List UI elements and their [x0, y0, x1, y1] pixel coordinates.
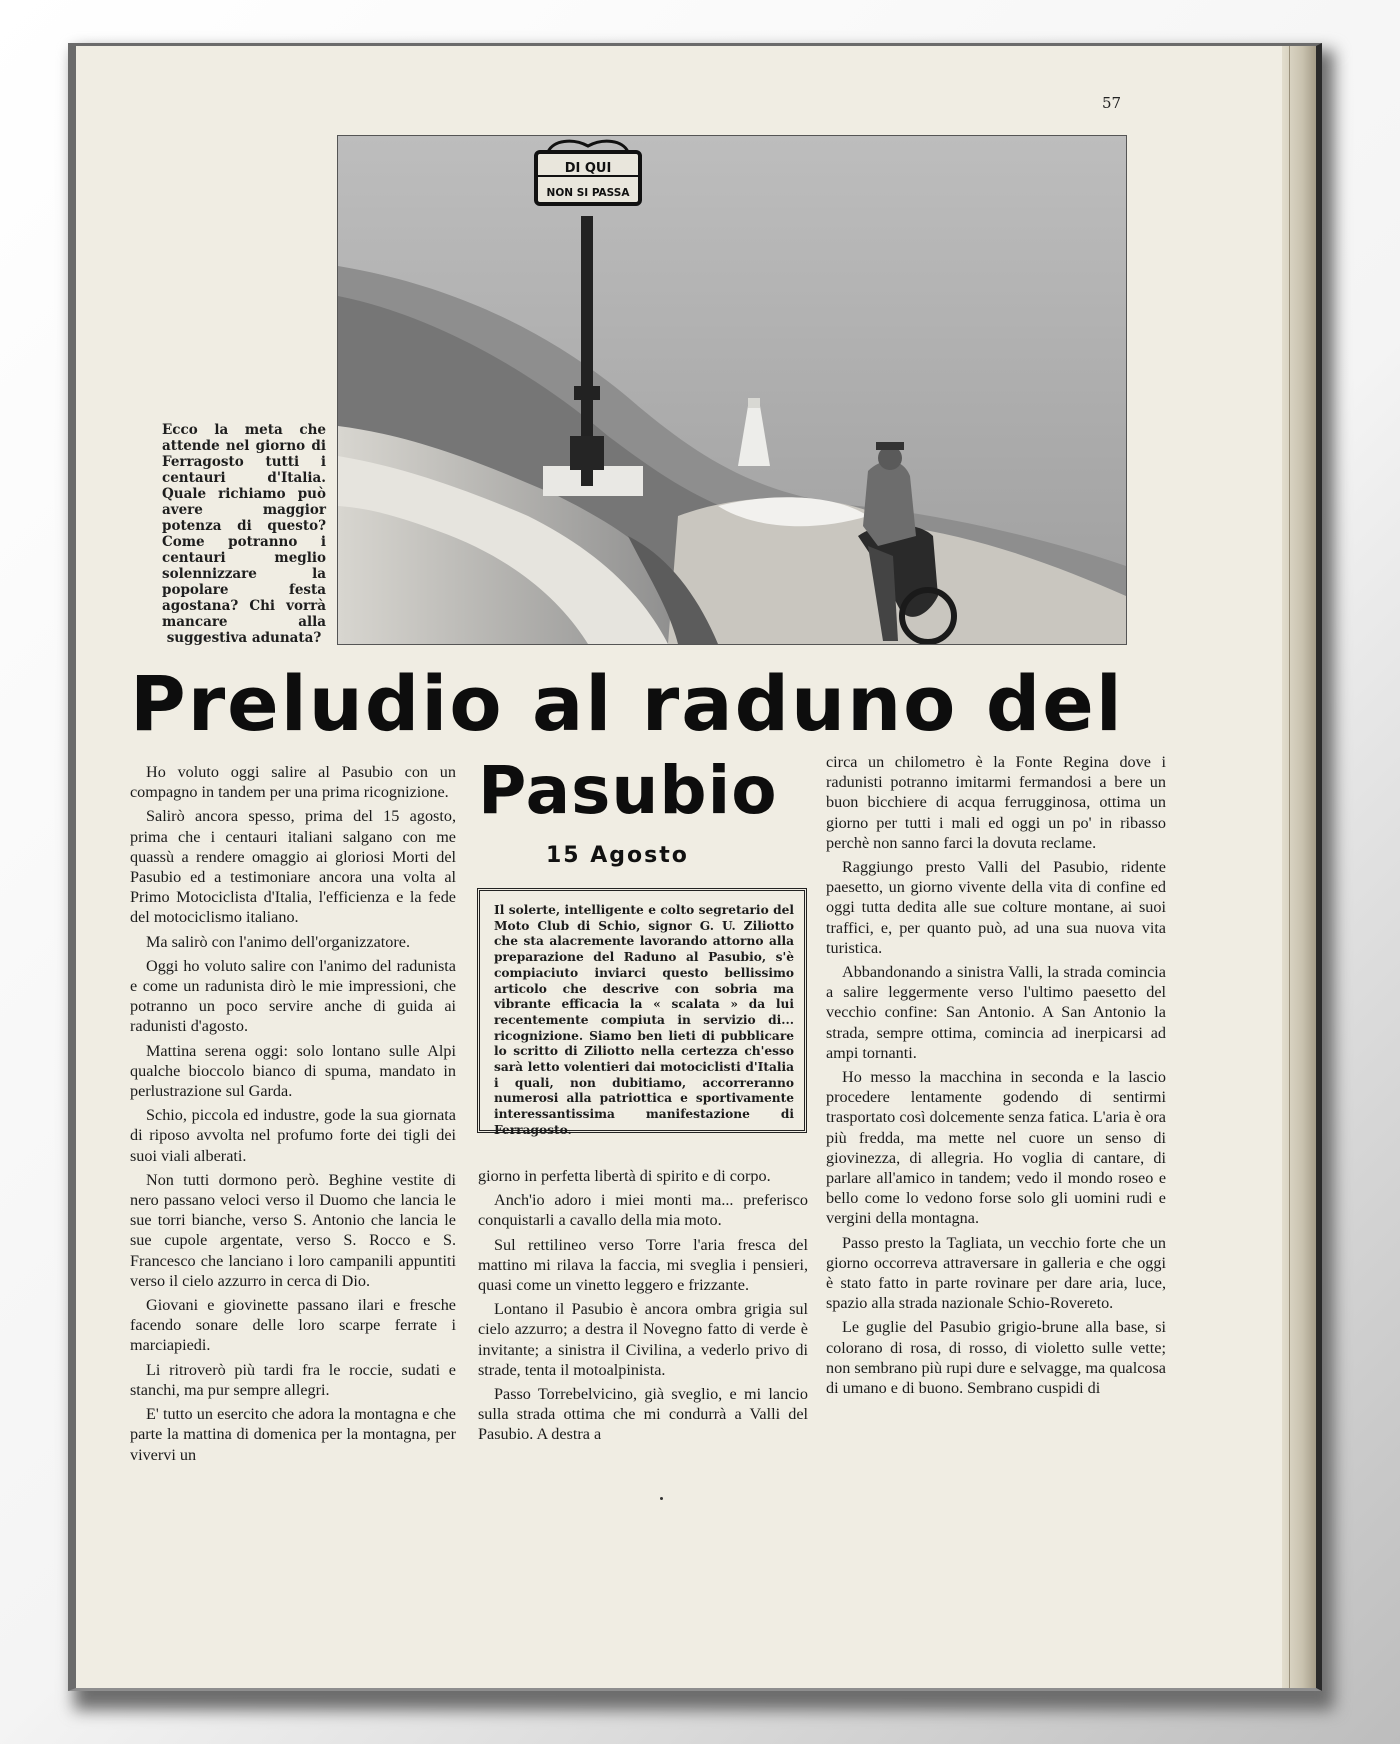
paragraph: Non tutti dormono però. Beghine vestite di nero passano veloci verso il Duomo che lancia le sue torri bianche, verso S. Antonio che lancia le sue cupole argentate, verso S. Rocco e S. Francesco che lanciano i loro campanili appuntiti verso il cielo azzurro in cerca di Dio.	[130, 1170, 456, 1290]
photo-sign-pole-collar	[574, 386, 600, 400]
text-column-1	[130, 762, 456, 1469]
article-title-continued: Pasubio	[478, 752, 778, 829]
paragraph: Ho voluto oggi salire al Pasubio con un compagno in tandem per una prima ricognizione.	[130, 763, 456, 802]
photo-sign-pole-foot	[570, 436, 604, 470]
article-date: 15 Agosto	[546, 843, 689, 868]
magazine-page	[68, 43, 1322, 1691]
text-column-3	[826, 752, 1166, 1402]
paragraph: Passo Torrebelvicino, già sveglio, e mi lancio sulla strada ottima che mi condurrà a Valli del Pasubio. A destra a	[478, 1385, 808, 1444]
paragraph: Oggi ho voluto salire con l'animo del radunista e come un radunista dirò le mie impressioni, che potranno un poco servire anche di guida ai radunisti d'agosto.	[130, 956, 456, 1036]
paragraph: Mattina serena oggi: solo lontano sulle Alpi qualche bioccolo bianco di spuma, mandato in perlustrazione sul Garda.	[130, 1041, 456, 1101]
paragraph: Salirò ancora spesso, prima del 15 agosto, prima che i centauri italiani salgano con me quassù a rendere omaggio ai gloriosi Morti del Pasubio ed a testimoniare ancora una volta al Primo Motociclista d'Italia, l'efficienza e la fede del motociclismo italiano.	[130, 807, 456, 927]
paragraph: Sul rettilineo verso Torre l'aria fresca del mattino mi rilava la faccia, mi sveglia i pensieri, quasi come un vinetto leggero e frizzante.	[478, 1235, 808, 1295]
paragraph: Raggiungo presto Valli del Pasubio, ridente paesetto, un giorno vivente della vita di confine ed oggi tutta dedita alle sue colture montane, ai suoi traffici, e, per quanto può, ad una sua nuova vita turistica.	[826, 858, 1166, 957]
paragraph: Abbandonando a sinistra Valli, la strada comincia a salire leggermente verso l'ultimo paesetto del vecchio confine: San Antonio. A San Antonio la strada, sempre ottima, comincia ad inerpicarsi ad ampi tornanti.	[826, 963, 1166, 1062]
spine-line	[1289, 46, 1290, 1688]
page-spine	[1282, 46, 1316, 1688]
photo-motorcyclist	[863, 461, 916, 546]
photo-illustration	[338, 136, 1126, 644]
text-column-2	[478, 1166, 808, 1449]
article-title: Preludio al raduno del	[130, 659, 1124, 748]
photo-sign-text-top: DI QUI	[564, 161, 612, 176]
paragraph: Lontano il Pasubio è ancora ombra grigia sul cielo azzurro; a destra il Novegno fatto di verde è invitante; a sinistra il Civilina, a vederlo privo di strade, tenta il motoalpinista.	[478, 1300, 808, 1379]
paragraph: Anch'io adoro i miei monti ma... preferisco conquistarli a cavallo della mia moto.	[478, 1191, 808, 1230]
photo-monument-top	[748, 398, 760, 408]
editor-note-box: Il solerte, intelligente e colto segretario del Moto Club di Schio, signor G. U. Ziliotto che sta alacremente lavorando attorno alla preparazione del Raduno al Pasubio, s'è compiaciuto inviarci questo bellissimo articolo che descrive con sobria ma vibrante efficacia la « scalata » da lui recentemente compiuta in servizio di... ricognizione. Siamo ben lieti di pubblicare lo scritto di Ziliotto nella certezza ch'esso sarà letto volentieri dai motociclisti d'Italia i quali, non dubitiamo, accorreranno numerosi alla patriottica e sportivamente interessantissima manifestazione di Ferragosto.	[477, 888, 807, 1133]
photograph-pasubio-sign	[337, 135, 1127, 645]
paragraph: giorno in perfetta libertà di spirito e di corpo.	[478, 1167, 771, 1185]
photo-sign-text-bottom: NON SI PASSA	[546, 187, 630, 199]
paragraph: E' tutto un esercito che adora la montagna e che parte la mattina di domenica per la montagna, per vivervi un	[130, 1405, 456, 1464]
paragraph: Li ritroverò più tardi fra le roccie, sudati e stanchi, ma pur sempre allegri.	[130, 1360, 456, 1399]
paragraph: Ma salirò con l'animo dell'organizzatore.	[146, 932, 410, 951]
photo-motorcyclist-cap	[876, 442, 904, 450]
photo-caption: Ecco la meta che attende nel giorno di Ferragosto tutti i centauri d'Italia. Quale richiamo può avere maggior potenza di questo? Come potranno i centauri meglio solennizzare la popolare festa agostana? Chi vorrà mancare alla suggestiva adunata?	[162, 422, 326, 646]
paragraph: circa un chilometro è la Fonte Regina dove i radunisti potranno imitarmi fermandosi a bere un buon bicchiere di acqua ferrugginosa, ottima un giorno per tutti i mali ed oggi un po' in ribasso perchè non sanno farci la dovuta reclame.	[826, 753, 1166, 852]
paragraph: Le guglie del Pasubio grigio-brune alla base, si colorano di rosa, di rosso, di violetto sulle vette; non sembrano più rupi dure e selvagge, ma qualcosa di umano e di buono. Sembrano cuspidi di	[826, 1318, 1166, 1398]
paragraph: Passo presto la Tagliata, un vecchio forte che un giorno occorreva attraversare in galleria e che oggi è stato fatto in parte rovinare per dare aria, luce, spazio alla strada nazionale Schio-Rovereto.	[826, 1233, 1166, 1313]
paragraph: Schio, piccola ed industre, gode la sua giornata di riposo avvolta nel profumo forte dei tigli dei suoi viali alberati.	[130, 1106, 456, 1165]
page-number: 57	[1102, 94, 1122, 112]
paragraph: Giovani e giovinette passano ilari e fresche facendo sonare delle loro scarpe ferrate i marciapiedi.	[130, 1296, 456, 1355]
paragraph: Ho messo la macchina in seconda e la lascio procedere lentamente godendo di sentirmi trasportato così dolcemente senza fatica. L'aria è ora più fredda, ma mette nel cuore un senso di giovinezza, di allegria. Ho voglia di cantare, di parlare all'amico in tandem; vedo il mondo roseo e bello come lo vedono forse solo gli uomini rudi e vergini della montagna.	[826, 1068, 1166, 1228]
print-speck	[660, 1497, 663, 1500]
